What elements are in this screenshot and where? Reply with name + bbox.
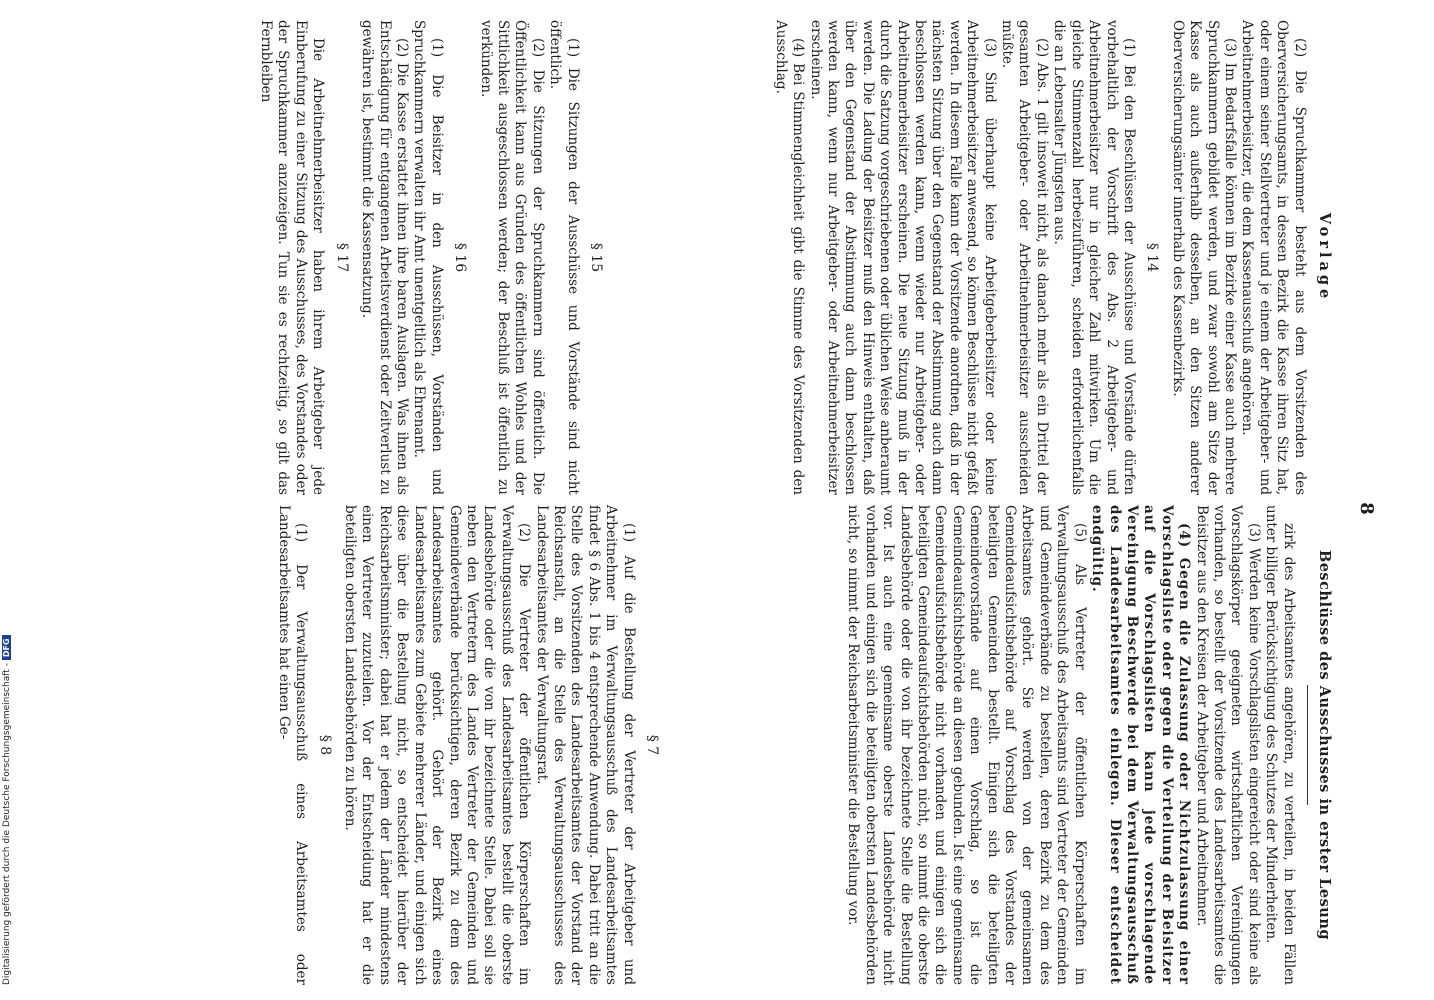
paragraph: (3) Werden keine Vorschlagslisten eingereicht oder sind keine als Vorschlagskörper geeigneten wirtschaftlichen Vereinigungen vorhanden, so bestellt der Vorsitzende des Landesarbeitsamtes die Beisitzer aus den Kreisen der Arbeitgeber und Arbeitnehmer. (1193, 505, 1262, 985)
paragraph: (2) Abs. 1 gilt insoweit nicht, als danach mehr als ein Drittel der gesamten Arbeitgeber- oder Arbeitnehmerbeisitzer ausscheiden müßte. (999, 20, 1050, 495)
right-page-column (844, 505, 1335, 985)
paragraph: (4) Bei Stimmengleichheit gibt die Stimme des Vorsitzenden den Ausschlag. (772, 20, 807, 495)
paragraph: (1) Auf die Bestellung der Vertreter der Arbeitgeber und Arbeitnehmer im Verwaltungsausschuß des Landesarbeitsamtes findet § 6 Abs. 1 bis 4 entsprechende Anwendung. Dabei tritt an die Stelle des Vorsitzenden des Landesarbeitsamtes der Vorstand der Reichsanstalt, an die Stelle des Verwaltungsausschusses des Landesarbeitsamtes der Verwaltungsrat. (533, 505, 637, 985)
right-page-column-2 (274, 505, 668, 985)
paragraph: (1) Der Verwaltungsausschuß eines Arbeitsamtes oder Landesarbeitsamtes hat einen Ge- (275, 505, 310, 985)
paragraph: (2) Die Sitzungen der Spruchkammern sind öffentlich. Die Öffentlichkeit kann aus Gründen des öffentlichen Wohles und der Sittlichkeit ausgeschlossen werden; der Beschluß ist öffentlich zu verkünden. (477, 20, 546, 495)
paragraph: (3) Im Bedarfsfalle können im Bezirke einer Kasse auch mehrere Spruchkammern gebildet werden, und zwar sowohl am Sitze der Kasse als auch außerhalb desselben, an den Sitzen anderer Oberversicherungsämter innerhalb des Kassenbezirks. (1169, 20, 1238, 495)
credit-text: Digitalisierung gefördert durch die Deutsche Forschungsgemeinschaft - (2, 663, 12, 985)
section-heading-16: § 16 (452, 242, 469, 273)
paragraph: zirk des Arbeitsamtes angehören, zu verteilen, in beiden Fällen unter billiger Berücksichtigung des Schutzes der Minderheiten. (1263, 505, 1297, 985)
paragraph: (2) Die Spruchkammer besteht aus dem Vorsitzenden des Oberversicherungsamts, in dessen Bezirk die Kasse ihren Sitz hat, oder einem seiner Stellvertreter und je einem der Arbeitgeber- und Arbeitnehmerbeisitzer, die dem Kassenausschuß angehören. (1239, 20, 1308, 495)
section-heading-17: § 17 (333, 242, 350, 273)
paragraph: (4) Gegen die Zulassung oder Nichtzulassung einer Vorschlagsliste oder gegen die Verteilung der Beisitzer auf die Vorschlagslisten kann jede vorschlagende Vereinigung Beschwerde bei dem Verwaltungsausschuß des Landesarbeitsamtes einlegen. Dieser entscheidet endgültig. (1089, 505, 1193, 985)
section-heading-15: § 15 (588, 242, 604, 273)
left-page-header: Vorlage (1316, 212, 1333, 303)
header-rule (1307, 685, 1308, 805)
paragraph: (1) Die Beisitzer in den Ausschüssen, Vorständen und Spruchkammern verwalten ihr Amt unentgeltlich als Ehrenamt. (411, 20, 445, 495)
section-heading-7: § 7 (644, 734, 660, 756)
paragraph: (5) Als Vertreter der öffentlichen Körperschaften im Verwaltungsausschuß des Arbeitsamts sind Vertreter der Gemeinden und Gemeindeverbände zu bestellen, deren Bezirk zu dem des Arbeitsamtes gehört. Sie werden von der gemeinsamen Gemeindeaufsichtsbehörde auf Vorschlag des Vorstandes der beteiligten Gemeinden bestellt. Einigen sich die beteiligten Gemeindevorstände auf einen Vorschlag, so ist die Gemeindeaufsichtsbehörde an diesen gebunden. Ist eine gemeinsame Gemeindeaufsichtsbehörde nicht vorhanden und einigen sich die beteiligten Gemeindeaufsichtsbehörden nicht, so nimmt die oberste Landesbehörde oder die von ihr bezeichnete Stelle die Bestellung vor. Ist auch eine gemeinsame oberste Landesbehörde nicht vorhanden und einigen sich die beteiligten obersten Landesbehörden nicht, so nimmt der Reichsarbeitsminister die Bestellung vor. (845, 505, 1088, 985)
section-heading-8: § 8 (316, 734, 333, 756)
paragraph: (1) Die Sitzungen der Ausschüsse und Vorstände sind nicht öffentlich. (547, 20, 581, 495)
paragraph: (1) Bei den Beschlüssen der Ausschüsse und Vorstände dürfen vorbehaltlich der Vorschrift des Abs. 2 Arbeitgeber- und Arbeitnehmerbeisitzer nur in gleicher Zahl mitwirken. Um die gleiche Stimmenzahl herbeizuführen, scheiden erforderlichenfalls die an Lebensalter Jüngsten aus. (1051, 20, 1137, 495)
paragraph: (3) Sind überhaupt keine Arbeitgeberbeisitzer oder keine Arbeitnehmerbeisitzer anwesend, so können Beschlüsse nicht gefaßt werden. In diesem Falle kann der Vorsitzende anordnen, daß in der nächsten Sitzung über den Gegenstand der Abstimmung auch dann beschlossen werden kann, wenn wieder nur Arbeitgeber- oder Arbeitnehmerbeisitzer erscheinen. Die neue Sitzung muß in der durch die Satzung vorgeschriebenen oder üblichen Weise anberaumt werden. Die Ladung der Beisitzer muß den Hinweis enthalten, daß über den Gegenstand der Abstimmung auch dann beschlossen werden kann, wenn nur Arbeitgeber- oder Arbeitnehmerbeisitzer erscheinen. (807, 20, 998, 495)
right-page-header: Beschlüsse des Ausschusses in erster Lesung (1316, 549, 1333, 941)
left-page-column-2 (257, 20, 612, 495)
digitization-credit (2, 585, 14, 985)
paragraph: (2) Die Vertreter der öffentlichen Körperschaften im Verwaltungsausschuß des Landesarbeitsamtes bestellt die oberste Landesbehörde oder die von ihr bezeichnete Stelle. Dabei soll sie neben den Vertretern des Landes Vertreter der Gemeinden und Gemeindeverbände berücksichtigen, deren Bezirk zu dem des Landesarbeitsamtes gehört. Gehört der Bezirk eines Landesarbeitsamtes zum Gebiete mehrerer Länder, und einigen sich diese über die Bestellung nicht, so entscheidet hierüber der Reichsarbeitsminister; dabei hat er jedem der Länder mindestens einen Vertreter zuzuteilen. Vor der Entscheidung hat er die beteiligten obersten Landesbehörden zu hören. (342, 505, 533, 985)
page-number: 8 (1355, 502, 1377, 515)
paragraph: (2) Die Kasse erstattet ihnen ihre baren Auslagen. Was ihnen als Entschädigung für entgangenen Arbeitsverdienst oder Zeitverlust zu gewähren ist, bestimmt die Kassensatzung. (359, 20, 410, 495)
section-heading-14: § 14 (1144, 242, 1161, 273)
dfg-logo: DFG (2, 635, 11, 660)
paragraph: Die Arbeitnehmerbeisitzer haben ihrem Arbeitgeber jede Einberufung zu einer Sitzung des Ausschusses, des Vorstandes oder der Spruchkammer anzuzeigen. Tun sie es rechtzeitig, so gilt das Fernbleiben (258, 20, 327, 495)
left-page-column (771, 20, 1335, 495)
